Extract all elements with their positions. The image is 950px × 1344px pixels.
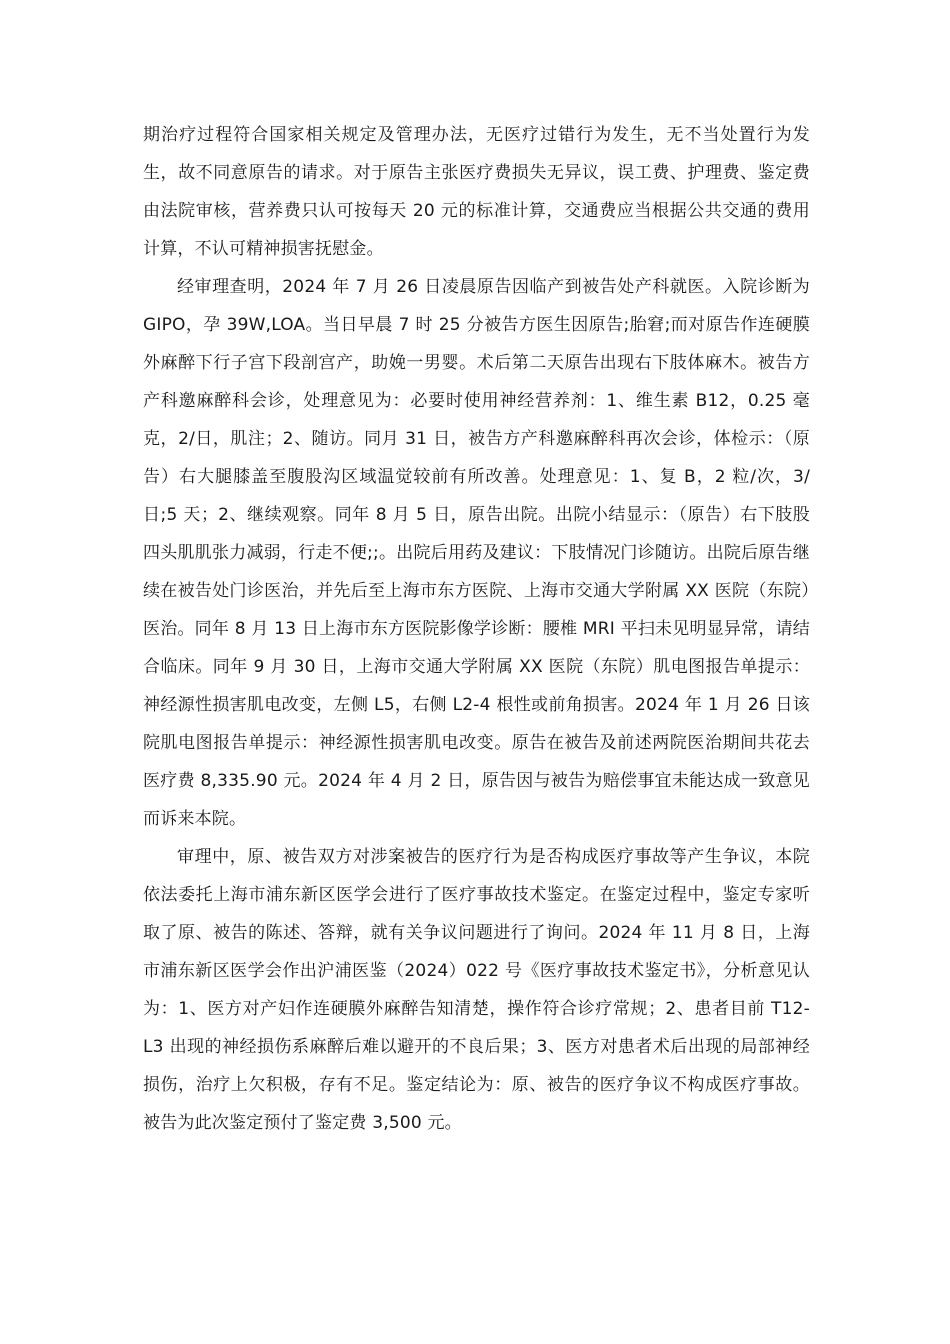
document-body	[143, 116, 810, 1142]
paragraph-continuation: 期治疗过程符合国家相关规定及管理办法，无医疗过错行为发生，无不当处置行为发生，故不同意原告的请求。对于原告主张医疗费损失无异议，误工费、护理费、鉴定费由法院审核，营养费只认可按每天 20 元的标准计算，交通费应当根据公共交通的费用计算，不认可精神损害抚慰金。	[143, 125, 810, 259]
paragraph-facts: 经审理查明，2024 年 7 月 26 日凌晨原告因临产到被告处产科就医。入院诊断为 GIPO，孕 39W,LOA。当日早晨 7 时 25 分被告方医生因原告;胎窘;而对原告作连硬膜外麻醉下行子宫下段剖宫产，助娩一男婴。术后第二天原告出现右下肢体麻木。被告方产科邀麻醉科会诊，处理意见为：必要时使用神经营养剂：1、维生素 B12，0.25 毫克，2/日，肌注；2、随访。同月 31 日，被告方产科邀麻醉科再次会诊，体检示：（原告）右大腿膝盖至腹股沟区域温觉较前有所改善。处理意见：1、复 B，2 粒/次，3/日;5 天；2、继续观察。同年 8 月 5 日，原告出院。出院小结显示：（原告）右下肢股四头肌肌张力减弱，行走不便;;。出院后用药及建议：下肢情况门诊随访。出院后原告继续在被告处门诊医治，并先后至上海市东方医院、上海市交通大学附属 XX 医院（东院）医治。同年 8 月 13 日上海市东方医院影像学诊断：腰椎 MRI 平扫未见明显异常，请结合临床。同年 9 月 30 日，上海市交通大学附属 XX 医院（东院）肌电图报告单提示：神经源性损害肌电改变，左侧 L5，右侧 L2-4 根性或前角损害。2024 年 1 月 26 日该院肌电图报告单提示：神经源性损害肌电改变。原告在被告及前述两院医治期间共花去医疗费 8,335.90 元。2024 年 4 月 2 日，原告因与被告为赔偿事宜未能达成一致意见而诉来本院。	[143, 277, 810, 829]
paragraph-appraisal: 审理中，原、被告双方对涉案被告的医疗行为是否构成医疗事故等产生争议，本院依法委托上海市浦东新区医学会进行了医疗事故技术鉴定。在鉴定过程中，鉴定专家听取了原、被告的陈述、答辩，就有关争议问题进行了询问。2024 年 11 月 8 日，上海市浦东新区医学会作出沪浦医鉴（2024）022 号《医疗事故技术鉴定书》，分析意见认为：1、医方对产妇作连硬膜外麻醉告知清楚，操作符合诊疗常规；2、患者目前 T12-L3 出现的神经损伤系麻醉后难以避开的不良后果；3、医方对患者术后出现的局部神经损伤，治疗上欠积极，存有不足。鉴定结论为：原、被告的医疗争议不构成医疗事故。被告为此次鉴定预付了鉴定费 3,500 元。	[143, 847, 810, 1133]
